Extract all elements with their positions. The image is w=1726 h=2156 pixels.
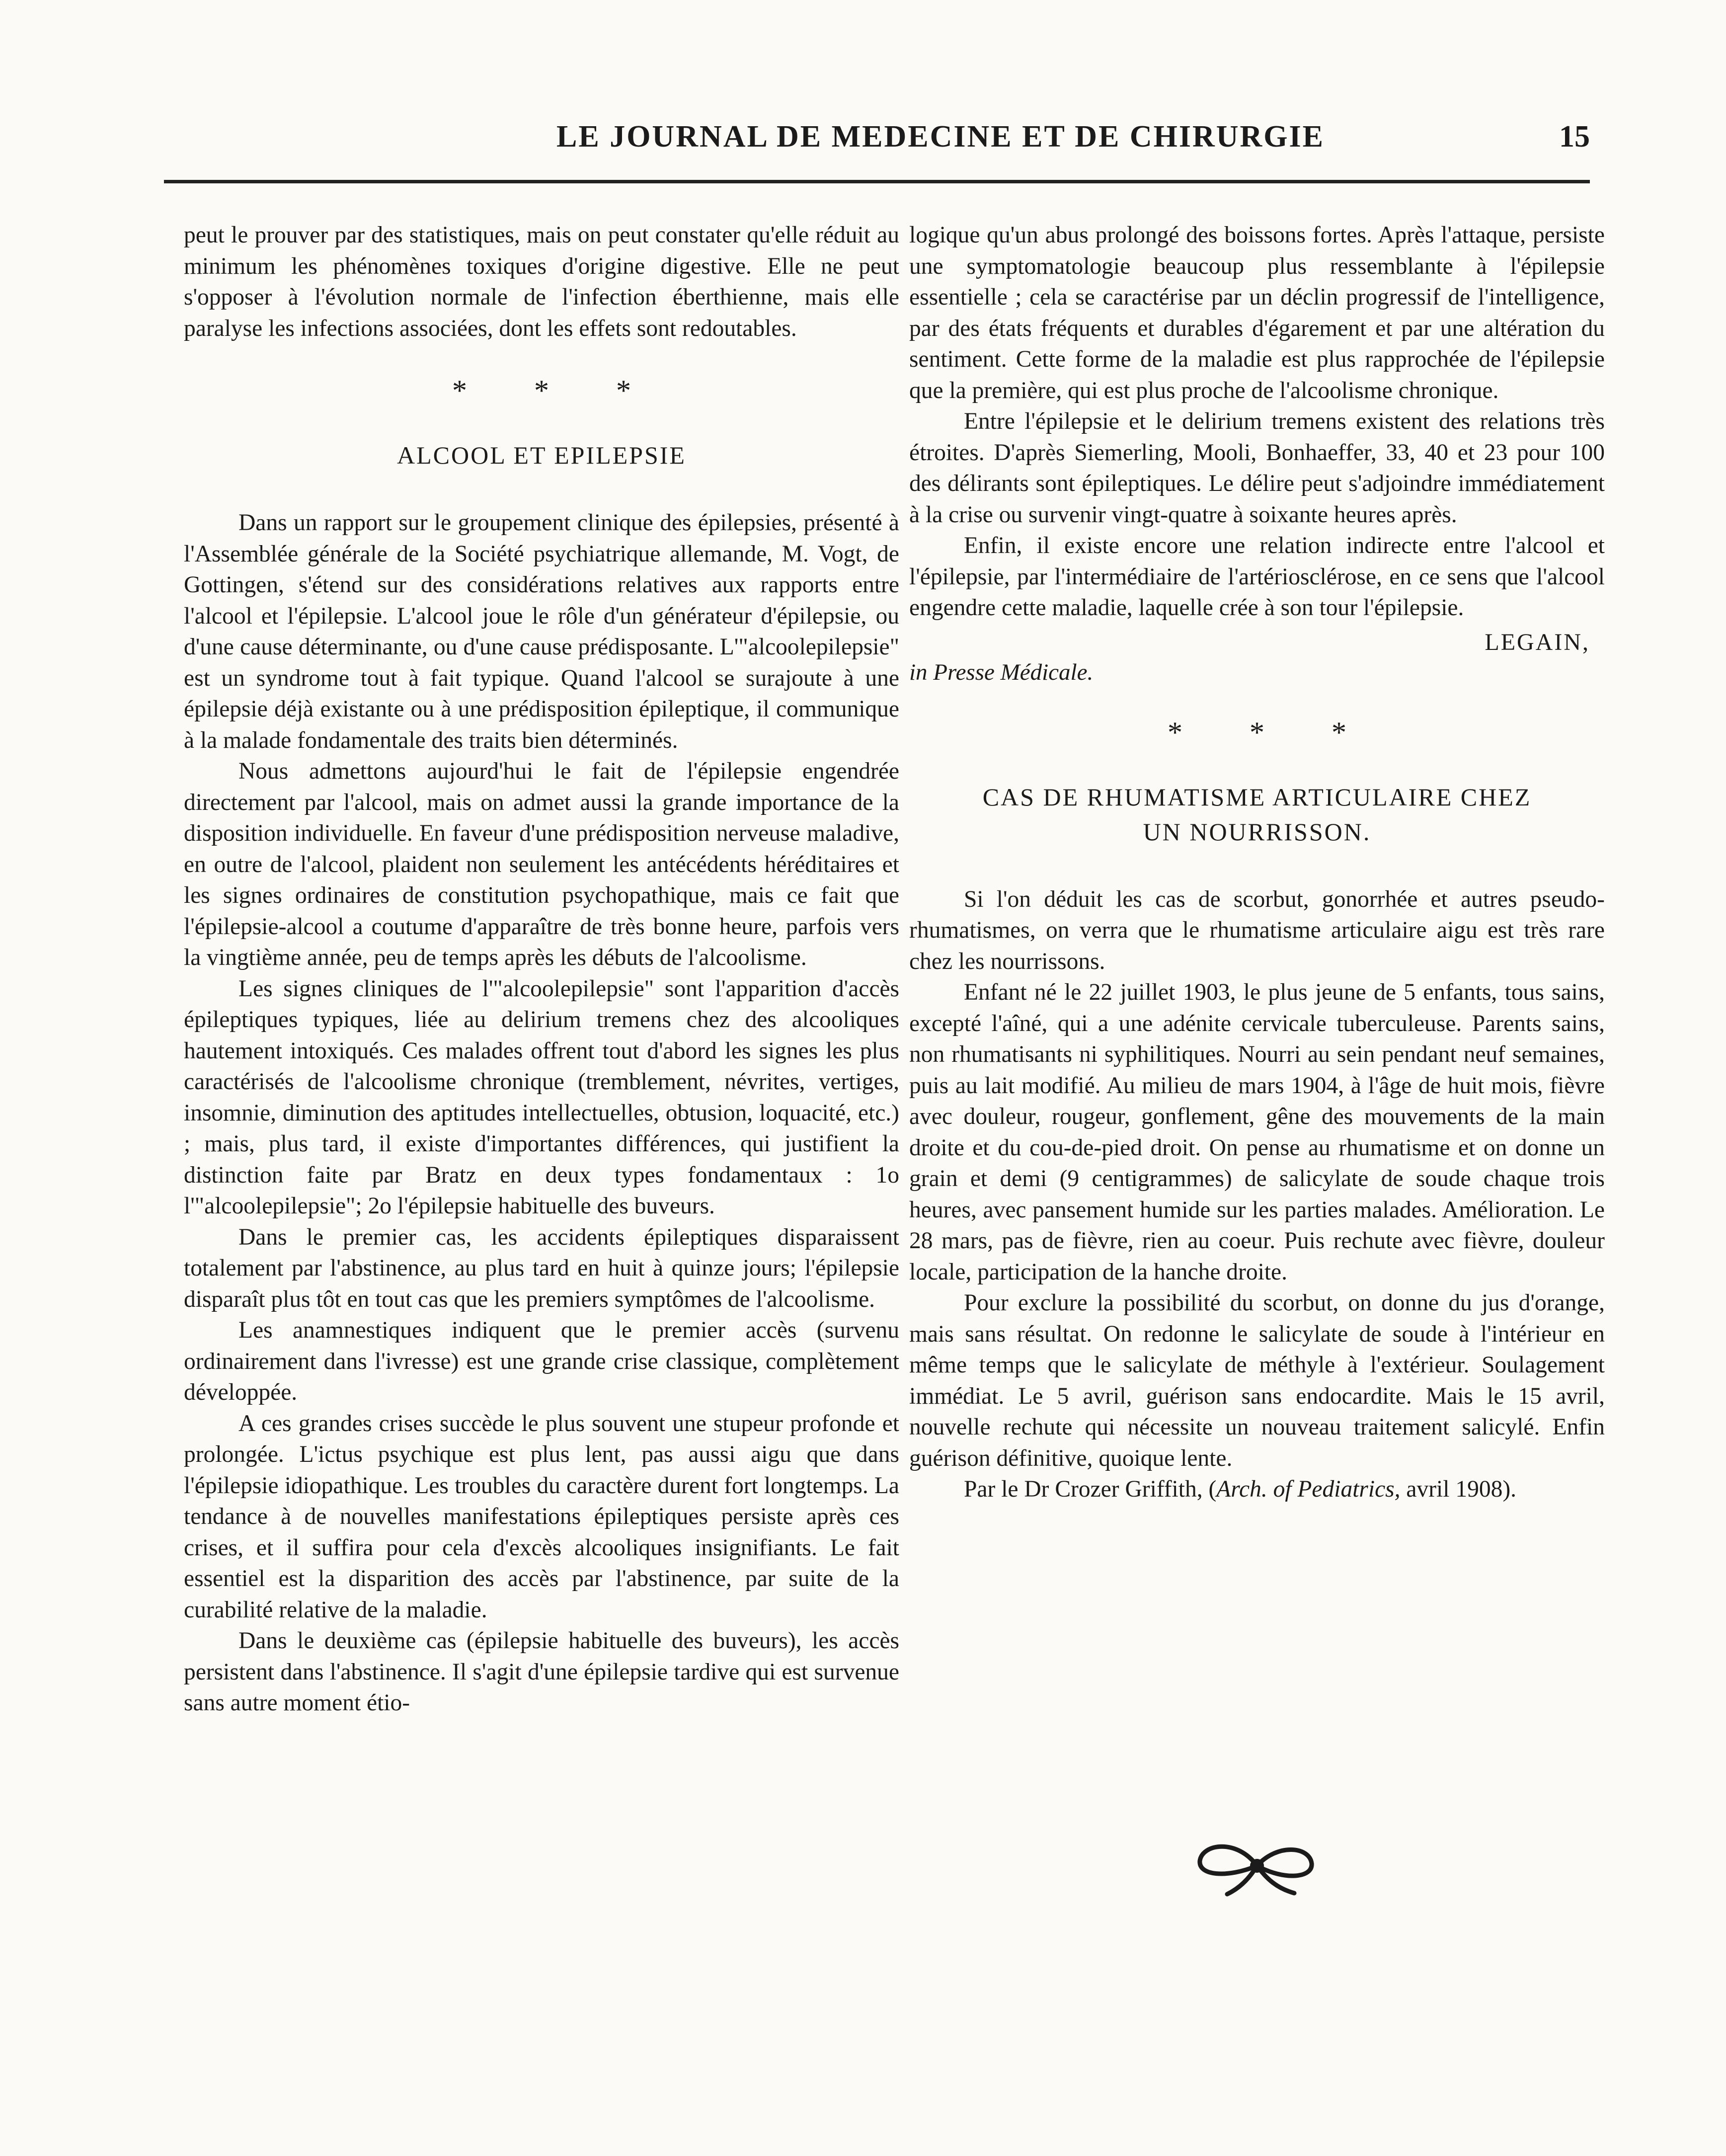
author-signature: LEGAIN,	[1485, 629, 1590, 655]
paragraph: Pour exclure la possibilité du scorbut, on donne du jus d'orange, mais sans résultat. On redonne le salicylate de soude à l'intérieur en même temps que le salicylate de méthyle à l'extérieur. Soulagement immédiat. Le 5 avril, guérison sans endocardite. Mais le 15 avril, nouvelle rechute qui nécessite un nouveau traitement salicylé. Enfin guérison définitive, quoique lente.	[909, 1290, 1605, 1471]
credit-line	[909, 1474, 1605, 1505]
paragraph: Dans le premier cas, les accidents épileptiques disparaissent totalement par l'abstinence, au plus tard en huit à quinze jours; l'épilepsie disparaît plus tôt en tout cas que les premiers symptômes de l'alcoolisme.	[184, 1224, 899, 1312]
credit-journal: Arch. of Pediatrics,	[1216, 1476, 1401, 1502]
article-title: ALCOOL ET EPILEPSIE	[397, 441, 686, 469]
paragraph: Dans le deuxième cas (épilepsie habituelle des buveurs), les accès persistent dans l'abstinence. Il s'agit d'une épilepsie tardive qui est survenue sans autre moment étio-	[184, 1628, 899, 1716]
article-title-line: CAS DE RHUMATISME ARTICULAIRE CHEZ	[982, 783, 1532, 811]
source-citation: in Presse Médicale.	[909, 659, 1094, 685]
paragraph: Nous admettons aujourd'hui le fait de l'épilepsie engendrée directement par l'alcool, mais on admet aussi la grande importance de la disposition individuelle. En faveur d'une prédisposition nerveuse maladive, en outre de l'alcool, plaident non seulement les antécédents héréditaires et les signes ordinaires de constitution psychopathique, mais ce fait que l'épilepsie-alcool a coutume d'apparaître de très bonne heure, parfois vers la vingtième année, peu de temps après les débuts de l'alcoolisme.	[184, 758, 899, 970]
credit-suffix: avril 1908).	[1400, 1476, 1517, 1502]
paragraph: Les signes cliniques de l'"alcoolepilepsie" sont l'apparition d'accès épileptiques typiques, liée au delirium tremens chez des alcooliques hautement intoxiqués. Ces malades offrent tout d'abord les signes les plus caractérisés de l'alcoolisme chronique (tremblement, névrites, vertiges, insomnie, diminution des aptitudes intellectuelles, obtusion, loquacité, etc.) ; mais, plus tard, il existe d'importantes différences, qui justifient la distinction faite par Bratz en deux types fondamentaux : 1o l'"alcoolepilepsie"; 2o l'épilepsie habituelle des buveurs.	[184, 975, 899, 1219]
paragraph: Entre l'épilepsie et le delirium tremens existent des relations très étroites. D'après Siemerling, Mooli, Bonhaeffer, 33, 40 et 23 pour 100 des délirants sont épileptiques. Le délire peut s'adjoindre immédiatement à la crise ou survenir vingt-quatre à soixante heures après.	[909, 408, 1605, 528]
paragraph: Enfant né le 22 juillet 1903, le plus jeune de 5 enfants, tous sains, excepté l'aîné, qui a une adénite cervicale tuberculeuse. Parents sains, non rhumatisants ni syphilitiques. Nourri au sein pendant neuf semaines, puis au lait modifié. Au milieu de mars 1904, à l'âge de huit mois, fièvre avec douleur, rougeur, gonflement, gêne des mouvements de la main droite et du cou-de-pied droit. On pense au rhumatisme et on donne un grain et demi (9 centigrammes) de salicylate de soude chaque trois heures, avec pansement humide sur les parties malades. Amélioration. Le 28 mars, pas de fièvre, rien au coeur. Puis rechute avec fièvre, douleur locale, participation de la hanche droite.	[909, 979, 1605, 1285]
ribbon-bow-icon	[1192, 1834, 1322, 1898]
header-rule	[164, 180, 1590, 183]
left-column	[184, 220, 899, 1719]
paragraph: Dans un rapport sur le groupement clinique des épilepsies, présenté à l'Assemblée générale de la Société psychiatrique allemande, M. Vogt, de Gottingen, s'étend sur des considérations relatives aux rapports entre l'alcool et l'épilepsie. L'alcool joue le rôle d'un générateur d'épilepsie, ou d'une cause déterminante, ou d'une cause prédisposante. L'"alcoolepilepsie" est un syndrome tout à fait typique. Quand l'alcool se surajoute à une épilepsie déjà existante ou à une prédisposition épileptique, il communique à la malade fondamentale des traits bien déterminés.	[184, 510, 899, 753]
paragraph: Enfin, il existe encore une relation indirecte entre l'alcool et l'épilepsie, par l'intermédiaire de l'artériosclérose, en ce sens que l'alcool engendre cette maladie, laquelle crée à son tour l'épilepsie.	[909, 533, 1605, 621]
section-separator: * * *	[452, 374, 661, 407]
article-title-line: UN NOURRISSON.	[1143, 817, 1371, 846]
continuation-paragraph: logique qu'un abus prolongé des boissons fortes. Après l'attaque, persiste une symptomatologie beaucoup plus ressemblante à l'épilepsie essentielle ; cela se caractérise par un déclin progressif de l'intelligence, par des états fréquents et durables d'égarement et par une altération du sentiment. Cette forme de la maladie est plus rapprochée de l'épilepsie que la première, qui est plus proche de l'alcoolisme chronique.	[909, 222, 1605, 403]
article-title	[909, 780, 1605, 849]
page-number: 15	[1559, 120, 1590, 154]
section-separator: * * *	[1168, 716, 1376, 749]
right-column	[909, 220, 1605, 1505]
paragraph: A ces grandes crises succède le plus souvent une stupeur profonde et prolongée. L'ictus psychique est plus lent, pas aussi aigu que dans l'épilepsie idiopathique. Les troubles du caractère durent fort longtemps. La tendance à de nouvelles manifestations épileptiques persiste après ces crises, et il suffira pour cela d'excès alcooliques insignifiants. Le fait essentiel est la disparition des accès par l'abstinence, par suite de la curabilité relative de la maladie.	[184, 1410, 899, 1623]
running-title: LE JOURNAL DE MEDECINE ET DE CHIRURGIE	[556, 120, 1325, 154]
paragraph: Si l'on déduit les cas de scorbut, gonorrhée et autres pseudo-rhumatismes, on verra que le rhumatisme articulaire aigu est très rare chez les nourrissons.	[909, 886, 1605, 974]
paragraph: Les anamnestiques indiquent que le premier accès (survenu ordinairement dans l'ivresse) est une grande crise classique, complètement développée.	[184, 1317, 899, 1405]
page-header	[164, 119, 1590, 169]
credit-prefix: Par le Dr Crozer Griffith, (	[964, 1476, 1217, 1502]
continuation-paragraph: peut le prouver par des statistiques, mais on peut constater qu'elle réduit au minimum les phénomènes toxiques d'origine digestive. Elle ne peut s'opposer à l'évolution normale de l'infection éberthienne, mais elle paralyse les infections associées, dont les effets sont redoutables.	[184, 222, 899, 341]
